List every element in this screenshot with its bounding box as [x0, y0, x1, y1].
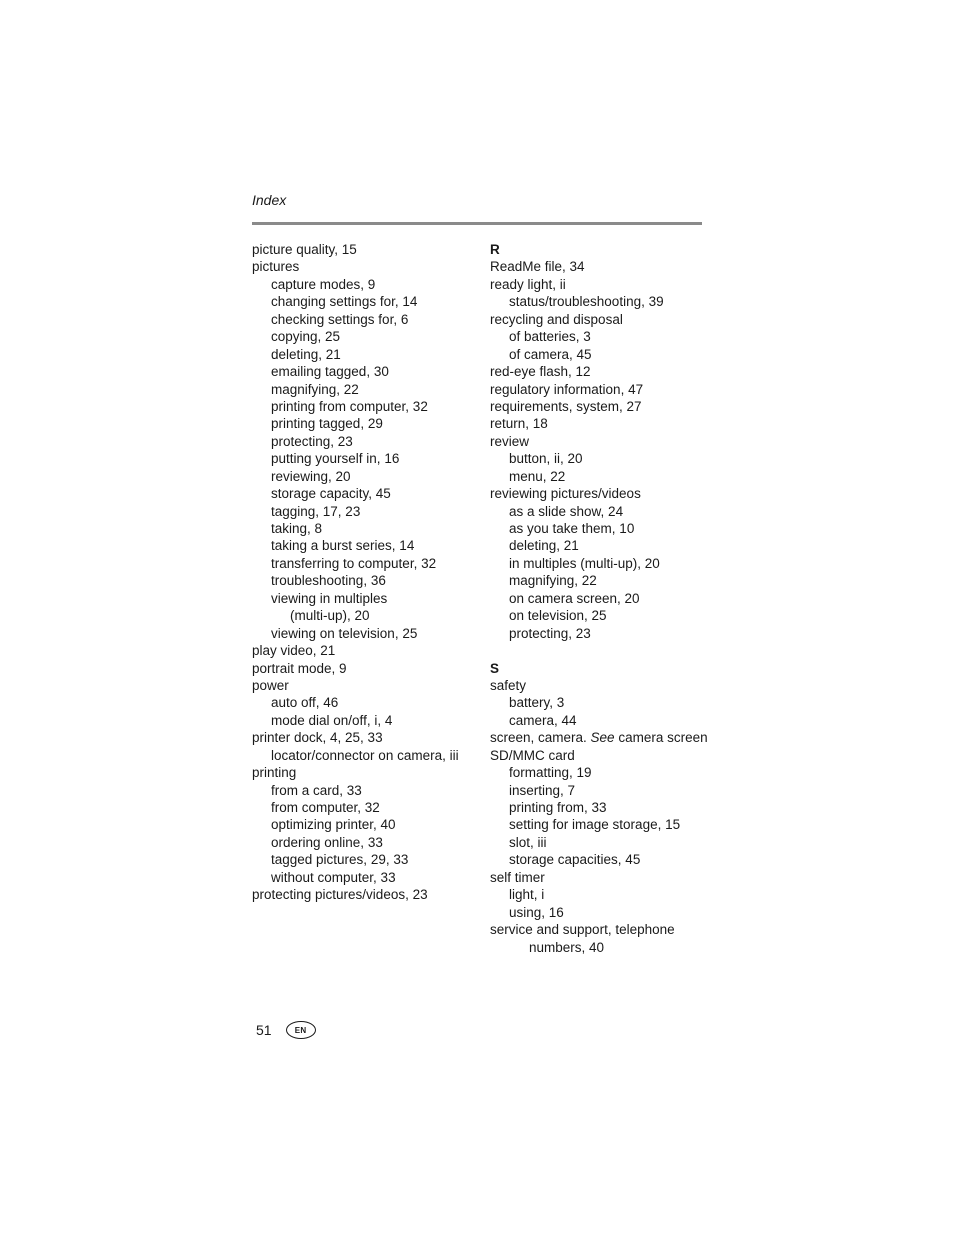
index-entry: changing settings for, 14: [271, 294, 418, 310]
index-entry: portrait mode, 9: [252, 660, 347, 676]
index-entry: return, 18: [490, 416, 548, 432]
index-entry: requirements, system, 27: [490, 398, 642, 414]
running-header: Index: [252, 192, 287, 208]
index-entry: magnifying, 22: [509, 573, 597, 589]
index-entry: copying, 25: [271, 329, 341, 345]
index-entry: self timer: [490, 869, 545, 885]
index-entry: ordering online, 33: [271, 834, 383, 850]
index-entry: storage capacity, 45: [271, 486, 391, 502]
index-column-left: [252, 241, 477, 904]
index-entry: formatting, 19: [509, 765, 592, 781]
index-entry: printing tagged, 29: [271, 416, 383, 432]
index-entry: slot, iii: [509, 834, 547, 850]
index-entry: viewing on television, 25: [271, 625, 418, 641]
index-entry: play video, 21: [252, 643, 336, 659]
index-entry: deleting, 21: [509, 538, 579, 554]
index-entry: status/troubleshooting, 39: [509, 294, 664, 310]
index-entry: battery, 3: [509, 695, 565, 711]
index-entry: on camera screen, 20: [509, 590, 640, 606]
language-badge-icon: EN: [286, 1021, 316, 1039]
see-reference: See: [590, 730, 615, 746]
index-column-right: [490, 241, 715, 956]
index-entry: (multi-up), 20: [290, 608, 370, 624]
index-entry: picture quality, 15: [252, 242, 357, 257]
index-entry: without computer, 33: [271, 869, 396, 885]
index-entry: capture modes, 9: [271, 276, 376, 292]
index-entry: button, ii, 20: [509, 451, 583, 467]
index-entry: recycling and disposal: [490, 311, 623, 327]
page-footer: [256, 1021, 316, 1039]
index-entry: safety: [490, 677, 527, 693]
index-entry: as a slide show, 24: [509, 503, 624, 519]
index-entry: mode dial on/off, i, 4: [271, 712, 393, 728]
index-entry: regulatory information, 47: [490, 381, 644, 397]
index-entry: in multiples (multi-up), 20: [509, 555, 660, 571]
index-entry: troubleshooting, 36: [271, 573, 386, 589]
index-entry: deleting, 21: [271, 346, 341, 362]
index-entry: of camera, 45: [509, 346, 592, 362]
index-entry: tagged pictures, 29, 33: [271, 852, 409, 868]
index-entry: printer dock, 4, 25, 33: [252, 730, 383, 746]
index-letter-heading: R: [490, 242, 500, 257]
index-spacer: [490, 642, 715, 659]
index-entry: emailing tagged, 30: [271, 364, 389, 380]
index-entry: on television, 25: [509, 608, 607, 624]
index-entry: numbers, 40: [529, 939, 605, 955]
index-entry: setting for image storage, 15: [509, 817, 681, 833]
index-entry: taking a burst series, 14: [271, 538, 415, 554]
index-entry: [490, 729, 715, 746]
index-entry: as you take them, 10: [509, 521, 635, 536]
index-entry: protecting, 23: [271, 433, 353, 449]
index-entry: reviewing pictures/videos: [490, 486, 641, 502]
index-entry: taking, 8: [271, 521, 323, 536]
index-entry: optimizing printer, 40: [271, 817, 396, 833]
index-letter-heading: S: [490, 660, 500, 676]
index-entry: of batteries, 3: [509, 329, 591, 345]
index-entry: auto off, 46: [271, 695, 339, 711]
index-entry: from a card, 33: [271, 782, 362, 798]
index-entry: protecting pictures/videos, 23: [252, 887, 428, 903]
index-entry: magnifying, 22: [271, 381, 359, 397]
index-entry: reviewing, 20: [271, 468, 351, 484]
index-entry: power: [252, 677, 289, 693]
index-entry: review: [490, 433, 530, 449]
index-entry: transferring to computer, 32: [271, 555, 437, 571]
index-entry: printing: [252, 765, 297, 781]
index-entry: viewing in multiples: [271, 590, 388, 606]
index-entry: using, 16: [509, 904, 564, 920]
index-entry: camera, 44: [509, 712, 577, 728]
index-entry: tagging, 17, 23: [271, 503, 361, 519]
index-entry: printing from, 33: [509, 800, 607, 815]
index-entry: printing from computer, 32: [271, 398, 428, 414]
index-entry: putting yourself in, 16: [271, 451, 400, 467]
index-entry: pictures: [252, 259, 300, 275]
see-target: camera screen: [614, 730, 708, 746]
index-entry: protecting, 23: [509, 625, 591, 641]
index-entry: ReadMe file, 34: [490, 259, 585, 275]
header-rule: [252, 222, 702, 225]
index-entry: from computer, 32: [271, 800, 380, 815]
index-entry: SD/MMC card: [490, 747, 575, 763]
index-entry: ready light, ii: [490, 276, 566, 292]
index-entry: inserting, 7: [509, 782, 576, 798]
index-entry: red-eye flash, 12: [490, 364, 591, 380]
page-number: 51: [256, 1022, 272, 1038]
index-entry: checking settings for, 6: [271, 311, 409, 327]
index-entry: service and support, telephone: [490, 922, 675, 938]
index-entry: light, i: [509, 887, 545, 903]
index-entry-text: screen, camera.: [490, 730, 591, 746]
index-entry: locator/connector on camera, iii: [271, 747, 459, 763]
index-entry: storage capacities, 45: [509, 852, 641, 868]
index-entry: menu, 22: [509, 468, 566, 484]
